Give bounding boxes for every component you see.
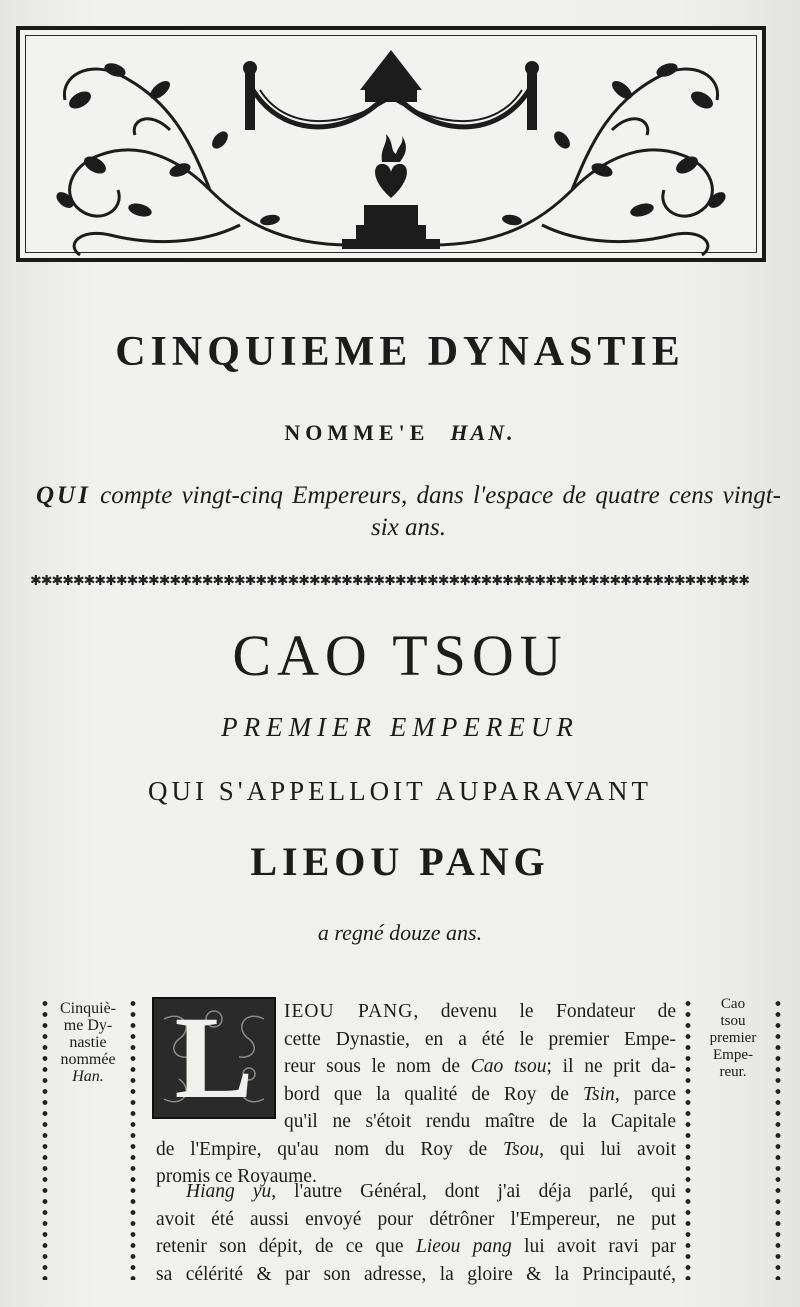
compte-qui: QUI <box>36 482 91 509</box>
dynasty-title: CINQUIEME DYNASTIE <box>115 329 685 375</box>
text-run: bord que la qualité de Roy de <box>284 1083 583 1105</box>
text-run: reur sous le nom de <box>284 1056 471 1077</box>
margin-note-line: premier <box>709 1030 757 1046</box>
left-outer-dotted-border <box>40 998 50 1280</box>
margin-note-line: Empe- <box>713 1047 753 1063</box>
emperor-name: CAO TSOU <box>232 623 568 688</box>
emperor-count-statement <box>36 480 781 544</box>
text-run: , l'autre Général, dont j'ai déja parlé, qui <box>271 1181 677 1202</box>
text-run: ; il ne prit da- <box>546 1056 677 1077</box>
ornamental-headpiece <box>16 26 766 262</box>
reign-length: a regné douze ans. <box>317 920 483 945</box>
initial-letter: L <box>174 992 254 1123</box>
text-run: Cao tsou <box>470 1056 547 1077</box>
margin-note-line: Han. <box>72 1068 104 1085</box>
floral-ornament-illustration <box>20 30 762 258</box>
margin-note-line: tsou <box>720 1013 746 1029</box>
text-line <box>284 998 676 1026</box>
dynasty-subtitle <box>0 420 800 446</box>
text-run: , parce <box>614 1083 676 1105</box>
compte-text: compte vingt-cinq Empereurs, dans l'espace de quatre cens vingt-six ans. <box>100 482 781 541</box>
left-inner-dotted-border <box>128 998 138 1280</box>
text-run: , devenu le Fondateur de <box>413 1001 677 1022</box>
margin-note-line: Cinquiè- <box>60 1000 116 1017</box>
text-run: de l'Empire, qu'au nom du Roy de <box>156 1138 503 1160</box>
text-run: IEOU PANG <box>284 1001 414 1022</box>
text-run: Lieou pang <box>415 1236 512 1257</box>
text-run: retenir son dépit, de ce que <box>156 1236 416 1257</box>
emperor-rank: PREMIER EMPEREUR <box>221 712 579 742</box>
text-run: lui avoit ravi par <box>511 1236 677 1257</box>
emperor-former-name: LIEOU PANG <box>250 839 550 884</box>
text-line <box>156 1136 676 1164</box>
left-margin-note <box>50 1000 126 1085</box>
margin-note-line: nastie <box>69 1034 107 1051</box>
text-line <box>156 1233 676 1261</box>
right-margin-note <box>695 996 771 1081</box>
text-run: Tsin <box>583 1083 615 1105</box>
text-run: Hiang yu <box>186 1181 272 1202</box>
paragraph-1 <box>156 998 676 1191</box>
margin-note-line: nommée <box>60 1051 116 1068</box>
text-line <box>284 1053 676 1081</box>
ornamental-rule: ✱✱✱✱✱✱✱✱✱✱✱✱✱✱✱✱✱✱✱✱✱✱✱✱✱✱✱✱✱✱✱✱✱✱✱✱✱✱✱✱✱✱✱✱✱✱✱✱✱✱✱✱✱✱✱✱✱✱✱✱✱✱✱✱✱✱✱ <box>30 575 749 589</box>
margin-note-line: Cao <box>720 996 746 1012</box>
right-outer-dotted-border <box>773 998 783 1280</box>
text-line <box>156 1178 676 1206</box>
dynasty-name: HAN. <box>450 420 516 445</box>
text-line: promis ce Royaume. <box>156 1166 317 1187</box>
text-line: qu'il ne s'étoit rendu maître de la Capitale <box>284 1111 676 1132</box>
margin-note-line: me Dy- <box>63 1017 113 1034</box>
text-line: cette Dynastie, en a été le premier Empe- <box>284 1028 676 1050</box>
paragraph-2 <box>156 1178 676 1288</box>
margin-note-line: reur. <box>719 1064 747 1080</box>
nommee-label: NOMME'E <box>284 420 430 445</box>
right-inner-dotted-border <box>683 998 693 1280</box>
text-line: sa célérité & par son adresse, la gloire & la Principauté, <box>156 1263 676 1285</box>
text-run: Tsou <box>502 1138 540 1160</box>
text-line <box>284 1081 676 1109</box>
text-run: , qui lui avoit <box>539 1138 677 1160</box>
text-line: avoit été aussi envoyé pour détrôner l'Empereur, ne put <box>156 1208 676 1230</box>
emperor-formerly: QUI S'APPELLOIT AUPARAVANT <box>148 776 652 806</box>
